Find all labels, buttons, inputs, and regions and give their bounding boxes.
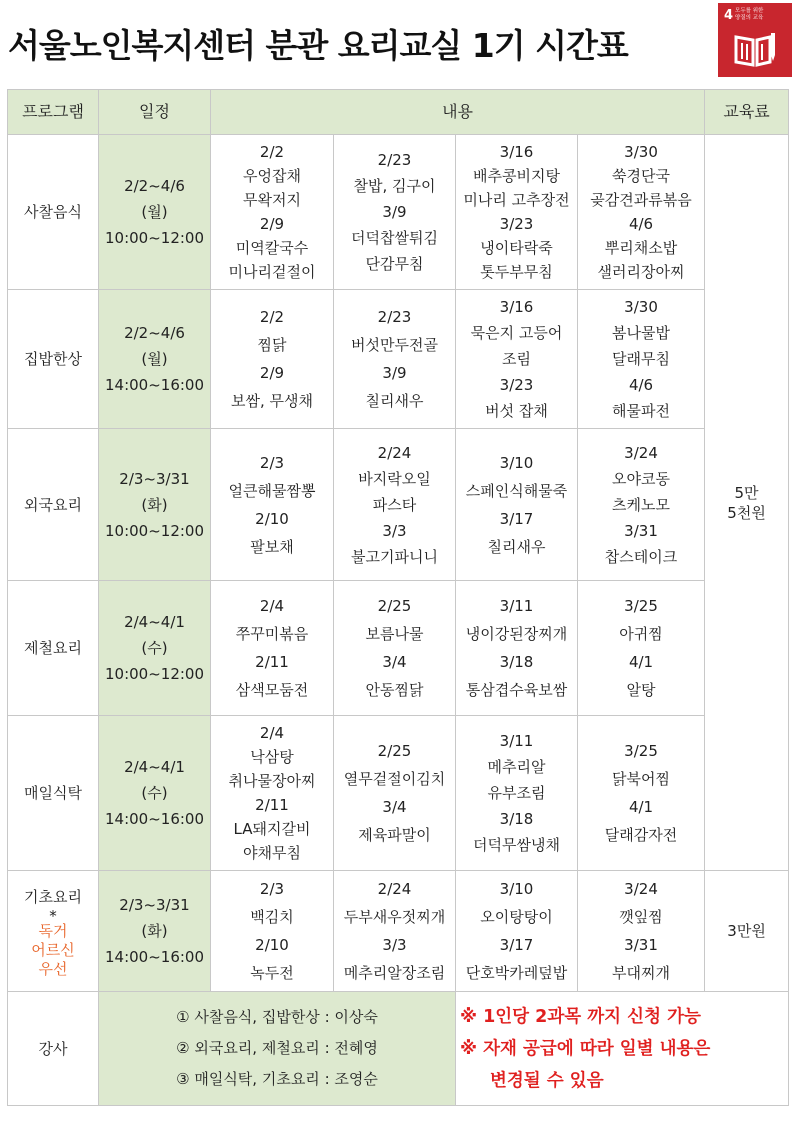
table-row (8, 135, 789, 290)
menu-cell (456, 290, 578, 429)
header-row (8, 90, 789, 135)
menu-line: 알탕 (626, 681, 656, 699)
schedule-cell (99, 429, 211, 581)
menu-line: 3/11 (499, 597, 534, 615)
menu-line: 3/31 (624, 521, 658, 540)
notes-cell (456, 992, 789, 1106)
menu-line: 삼색모둠전 (235, 681, 309, 699)
menu-line: 2/4 (259, 724, 285, 742)
menu-cell (211, 581, 334, 716)
menu-line: 제육파말이 (358, 826, 431, 844)
menu-line: 미나리 고추장전 (463, 191, 570, 209)
book-icon (734, 31, 776, 69)
menu-cell (456, 871, 578, 992)
program-name: 사찰음식 (24, 203, 82, 221)
menu-line: 2/9 (259, 215, 285, 233)
menu-cell (211, 135, 334, 290)
menu-line: 메추리알 (487, 758, 546, 776)
menu-cell (334, 581, 456, 716)
menu-cell (211, 871, 334, 992)
badge-text (735, 8, 789, 22)
program-name: 외국요리 (24, 495, 82, 514)
menu-line: 단호박카레덮밥 (465, 964, 568, 982)
menu-line: 3/4 (382, 653, 407, 671)
menu-line: 닭북어찜 (612, 770, 670, 788)
table-row (8, 871, 789, 992)
menu-line: 백김치 (250, 908, 294, 926)
menu-line: 4/6 (628, 376, 654, 394)
menu-line: 버섯 잡채 (485, 402, 548, 420)
menu-line: 2/11 (255, 653, 289, 671)
menu-line: 미역칼국수 (235, 239, 309, 257)
schedule-date: 2/2~4/6 (124, 177, 185, 195)
menu-line: 칠리새우 (487, 537, 546, 556)
menu-line: 3/25 (624, 597, 658, 615)
schedule-cell (99, 871, 211, 992)
menu-line: 3/25 (624, 742, 658, 760)
menu-line: 더덕무쌈냉채 (473, 836, 560, 854)
menu-line: 3/23 (499, 376, 534, 394)
menu-line: 불고기파니니 (351, 547, 438, 566)
menu-line: 버섯만두전골 (351, 336, 438, 354)
menu-line: 보름나물 (365, 625, 424, 643)
menu-line: 유부조림 (487, 784, 546, 802)
menu-cell (334, 429, 456, 581)
schedule-time: 14:00~16:00 (104, 810, 205, 828)
menu-line: 3/10 (499, 880, 534, 898)
timetable (7, 89, 789, 1106)
header-fee: 교육료 (705, 90, 789, 135)
menu-line: 3/30 (624, 143, 658, 161)
menu-line: 쑥경단국 (612, 167, 670, 185)
program-name-cell (8, 290, 99, 429)
menu-line: 3/18 (499, 653, 534, 671)
page-title: 서울노인복지센터 분관 요리교실 1기 시간표 (8, 26, 628, 65)
menu-line: 3/3 (382, 521, 407, 540)
menu-line: 보쌈, 무생채 (231, 392, 313, 410)
menu-cell (578, 290, 705, 429)
teacher-line: ② 외국요리, 제철요리 : 전혜영 (176, 1039, 378, 1057)
table-row (8, 290, 789, 429)
menu-line: 부대찌개 (612, 964, 670, 982)
menu-line: 3/3 (382, 936, 407, 954)
menu-cell (456, 429, 578, 581)
menu-line: 찜닭 (257, 336, 287, 354)
menu-line: 2/24 (377, 443, 412, 462)
menu-cell (578, 135, 705, 290)
menu-line: 2/25 (377, 597, 412, 615)
menu-line: 3/16 (499, 298, 534, 316)
menu-line: 3/4 (382, 798, 407, 816)
menu-line: 안동찜닭 (365, 681, 424, 699)
menu-line: 2/3 (259, 880, 285, 898)
schedule-date: 2/3~3/31 (119, 469, 190, 488)
menu-line: 3/11 (499, 732, 534, 750)
menu-line: 뿌리채소밥 (604, 239, 678, 257)
menu-line: 3/30 (624, 298, 658, 316)
menu-line: 낙삼탕 (250, 748, 294, 766)
menu-line: LA돼지갈비 (233, 820, 311, 838)
menu-line: 2/24 (377, 880, 412, 898)
program-note-line: 어르신 (31, 940, 75, 959)
menu-line: 봄나물밥 (612, 324, 670, 342)
menu-line: 3/17 (499, 509, 534, 528)
menu-line: 오야코동 (612, 469, 670, 488)
fee-text: 5만 (734, 483, 759, 502)
badge-number: 4 (724, 8, 734, 23)
menu-cell (578, 871, 705, 992)
menu-line: 2/3 (259, 453, 285, 472)
program-note-line: 우선 (38, 959, 68, 978)
menu-cell (334, 290, 456, 429)
menu-line: 통삼겹수육보쌈 (465, 681, 568, 699)
schedule-day: (화) (141, 922, 168, 940)
menu-line: 3/24 (624, 880, 658, 898)
schedule-day: (월) (141, 203, 168, 221)
program-name-cell (8, 871, 99, 992)
menu-line: 녹두전 (250, 964, 294, 982)
menu-line: 3/16 (499, 143, 534, 161)
fee-cell (705, 871, 789, 992)
program-name-cell (8, 429, 99, 581)
notice-line: ※ 자재 공급에 따라 일별 내용은 (460, 1038, 711, 1059)
schedule-cell (99, 716, 211, 871)
menu-line: 냉이강된장찌개 (465, 625, 568, 643)
teacher-row (8, 992, 789, 1106)
menu-line: 달래감자전 (604, 826, 678, 844)
menu-line: 3/17 (499, 936, 534, 954)
menu-line: 팔보채 (250, 537, 294, 556)
menu-line: 열무겉절이김치 (343, 770, 446, 788)
teacher-line: ③ 매일식탁, 기초요리 : 조영순 (176, 1070, 378, 1088)
menu-line: 2/9 (259, 364, 285, 382)
program-name: 매일식탁 (24, 784, 82, 802)
menu-cell (456, 716, 578, 871)
menu-cell (578, 581, 705, 716)
schedule-date: 2/3~3/31 (119, 896, 190, 914)
schedule-cell (99, 581, 211, 716)
menu-line: 2/2 (259, 308, 285, 326)
schedule-cell (99, 135, 211, 290)
menu-line: 2/10 (255, 509, 289, 528)
menu-cell (334, 871, 456, 992)
menu-line: 무왁저지 (243, 191, 301, 209)
notice-line: 변경될 수 있음 (490, 1070, 604, 1091)
table-row (8, 581, 789, 716)
menu-line: 2/11 (255, 796, 289, 814)
menu-line: 더덕찹쌀튀김 (351, 229, 438, 247)
program-name: 제철요리 (24, 639, 82, 657)
menu-line: 샐러리장아찌 (597, 263, 685, 281)
menu-line: 두부새우젓찌개 (343, 908, 446, 926)
menu-line: 파스타 (372, 495, 417, 514)
menu-line: 3/18 (499, 810, 534, 828)
menu-line: 2/23 (377, 308, 412, 326)
menu-line: 조림 (502, 350, 531, 368)
menu-line: 3/31 (624, 936, 658, 954)
menu-line: 2/4 (259, 597, 285, 615)
menu-line: 3/23 (499, 215, 534, 233)
schedule-day: (수) (141, 639, 168, 657)
menu-cell (211, 716, 334, 871)
menu-line: 아귀찜 (619, 625, 663, 643)
schedule-time: 10:00~12:00 (104, 521, 205, 540)
menu-line: 메추리알장조림 (343, 964, 446, 982)
menu-line: 4/1 (628, 798, 654, 816)
schedule-day: (수) (141, 784, 168, 802)
program-name: 기초요리 (24, 887, 82, 906)
menu-line: 미나리겉절이 (228, 263, 316, 281)
menu-line: 단감무침 (365, 255, 424, 273)
menu-line: 야채무침 (243, 844, 301, 862)
menu-line: 4/6 (628, 215, 654, 233)
menu-line: 배추콩비지탕 (473, 167, 560, 185)
teacher-list (99, 992, 456, 1106)
fee-text: 3만원 (727, 922, 766, 940)
schedule-day: (월) (141, 350, 168, 368)
fee-cell (705, 135, 789, 871)
schedule-time: 14:00~16:00 (104, 376, 205, 394)
schedule-time: 10:00~12:00 (104, 229, 205, 247)
badge-text-line: 모두를 위한 (735, 8, 764, 14)
menu-line: 찹스테이크 (604, 547, 678, 566)
menu-cell (578, 429, 705, 581)
menu-line: 냉이타락죽 (480, 239, 553, 257)
menu-line: 해물파전 (612, 402, 670, 420)
menu-line: 취나물장아찌 (228, 772, 316, 790)
menu-cell (456, 135, 578, 290)
badge-text-line: 양질의 교육 (735, 15, 764, 21)
menu-line: 우엉잡채 (243, 167, 301, 185)
menu-line: 찰밥, 김구이 (353, 177, 436, 195)
menu-cell (456, 581, 578, 716)
menu-cell (211, 429, 334, 581)
menu-cell (578, 716, 705, 871)
menu-line: 곶감견과류볶음 (590, 191, 692, 209)
menu-line: 쭈꾸미볶음 (235, 625, 309, 643)
menu-line: 2/23 (377, 151, 412, 169)
schedule-day: (화) (141, 495, 168, 514)
program-name-cell (8, 581, 99, 716)
table-row (8, 429, 789, 581)
menu-line: 달래무침 (612, 350, 670, 368)
menu-cell (211, 290, 334, 429)
program-name-cell (8, 716, 99, 871)
menu-cell (334, 135, 456, 290)
program-note-line: 독거 (38, 921, 68, 940)
schedule-date: 2/4~4/1 (124, 758, 185, 776)
sdg4-badge (718, 3, 792, 77)
menu-line: 2/2 (259, 143, 285, 161)
menu-line: 2/25 (377, 742, 412, 760)
menu-line: 스페인식해물죽 (465, 481, 568, 500)
schedule-time: 14:00~16:00 (104, 948, 205, 966)
teacher-line: ① 사찰음식, 집밥한상 : 이상숙 (176, 1008, 378, 1026)
program-name: 집밥한상 (24, 350, 82, 368)
menu-line: 4/1 (628, 653, 654, 671)
program-name-cell (8, 135, 99, 290)
header-content: 내용 (211, 90, 705, 135)
menu-line: 3/9 (382, 203, 407, 221)
fee-text: 5천원 (727, 503, 766, 522)
schedule-date: 2/4~4/1 (124, 613, 185, 631)
menu-line: 3/9 (382, 364, 407, 382)
table-row (8, 716, 789, 871)
menu-line: 얼큰해물짬뽕 (228, 481, 316, 500)
menu-line: 3/24 (624, 443, 658, 462)
menu-line: 칠리새우 (365, 392, 424, 410)
menu-line: 톳두부무침 (480, 263, 553, 281)
schedule-cell (99, 290, 211, 429)
menu-line: 묵은지 고등어 (470, 324, 563, 342)
menu-line: 츠케노모 (612, 495, 670, 514)
teacher-label: 강사 (8, 992, 99, 1106)
header-program: 프로그램 (8, 90, 99, 135)
header-schedule: 일정 (99, 90, 211, 135)
menu-line: 오이탕탕이 (480, 908, 553, 926)
menu-line: 바지락오일 (358, 469, 431, 488)
schedule-date: 2/2~4/6 (124, 324, 185, 342)
menu-line: 3/10 (499, 453, 534, 472)
notice-line: ※ 1인당 2과목 까지 신청 가능 (460, 1006, 701, 1027)
program-note-line: * (49, 906, 57, 925)
menu-line: 2/10 (255, 936, 289, 954)
menu-line: 깻잎찜 (619, 908, 663, 926)
menu-cell (334, 716, 456, 871)
schedule-time: 10:00~12:00 (104, 665, 205, 683)
